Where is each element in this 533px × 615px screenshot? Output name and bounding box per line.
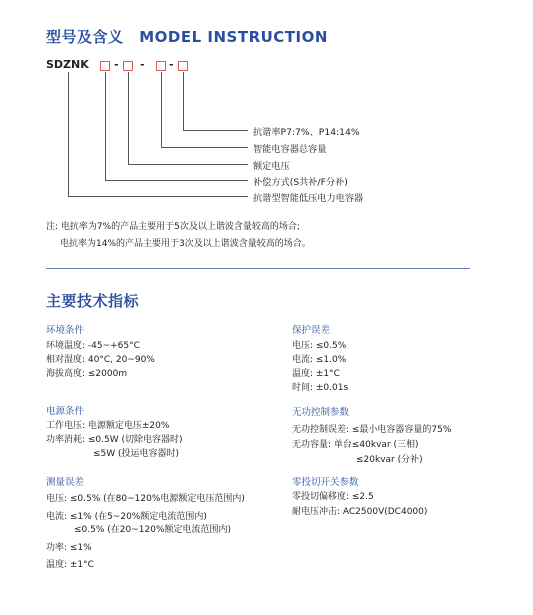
legend-rated-voltage: 额定电压: [253, 161, 290, 172]
connector-h-4: [105, 180, 248, 181]
connector-h-5: [68, 196, 248, 197]
connector-h-1: [183, 130, 248, 131]
env-title: 环境条件: [46, 325, 85, 336]
connector-v-3: [128, 72, 129, 165]
protect-line: 电流: ≤1.0%: [292, 355, 347, 365]
switch-line: 零投切偏移度: ≤2.5: [292, 492, 374, 502]
code-box-1: [100, 61, 110, 71]
code-box-4: [178, 61, 188, 71]
reactive-line: 无功容量: 单台≤40kvar (三相): [292, 440, 419, 450]
legend-product-type: 抗谐型智能低压电力电容器: [253, 193, 364, 204]
note-line-2: 电抗率为14%的产品主要用于3次及以上谐波含量较高的场合。: [60, 239, 311, 249]
switch-line: 耐电压冲击: AC2500V(DC4000): [292, 507, 428, 517]
measure-line: 电压: ≤0.5% (在80~120%电源额定电压范围内): [46, 494, 245, 504]
reactive-line: ≤20kvar (分补): [356, 455, 423, 465]
dash-1: -: [114, 58, 119, 71]
measure-title: 测量误差: [46, 477, 85, 488]
reactive-line: 无功控制误差: ≤最小电容器容量的75%: [292, 425, 452, 435]
connector-v-2: [161, 72, 162, 148]
connector-v-4: [105, 72, 106, 181]
dash-3: -: [169, 58, 174, 71]
connector-h-3: [128, 164, 248, 165]
code-box-2: [123, 61, 133, 71]
dash-2: -: [140, 58, 145, 71]
switch-title: 零投切开关参数: [292, 477, 359, 488]
model-section-title: [46, 26, 328, 47]
protect-line: 温度: ±1°C: [292, 369, 340, 379]
env-line: 环境温度: -45~+65°C: [46, 341, 140, 351]
measure-line: 电流: ≤1% (在5~20%额定电流范围内): [46, 512, 207, 522]
power-line: 功率消耗: ≤0.5W (切除电容器时): [46, 435, 183, 445]
connector-h-2: [161, 147, 248, 148]
spec-section-title: 主要技术指标: [46, 292, 140, 310]
env-line: 海拔高度: ≤2000m: [46, 369, 128, 379]
power-title: 电源条件: [46, 406, 85, 417]
measure-line: 温度: ±1°C: [46, 560, 94, 570]
model-prefix: SDZNK: [46, 58, 89, 71]
legend-total-capacity: 智能电容器总容量: [253, 144, 327, 155]
measure-line: ≤0.5% (在20~120%额定电流范围内): [74, 525, 232, 535]
model-title-cn: 型号及含义: [46, 28, 124, 46]
protect-line: 时间: ±0.01s: [292, 383, 349, 393]
reactive-title: 无功控制参数: [292, 407, 350, 418]
model-title-en: MODEL INSTRUCTION: [139, 28, 328, 46]
measure-line: 功率: ≤1%: [46, 543, 92, 553]
protect-line: 电压: ≤0.5%: [292, 341, 347, 351]
protect-title: 保护误差: [292, 325, 331, 336]
note-line-1: 注: 电抗率为7%的产品主要用于5次及以上谐波含量较高的场合;: [46, 222, 300, 232]
legend-harmonic-rate: 抗谐率P7:7%、P14:14%: [253, 127, 360, 138]
connector-v-5: [68, 72, 69, 197]
env-line: 相对湿度: 40°C, 20~90%: [46, 355, 155, 365]
connector-v-1: [183, 72, 184, 131]
power-line: ≤5W (投运电容器时): [93, 449, 180, 459]
section-divider: [46, 268, 470, 269]
code-box-3: [156, 61, 166, 71]
legend-compensation-mode: 补偿方式(S共补/F分补): [253, 177, 348, 188]
power-line: 工作电压: 电源额定电压±20%: [46, 421, 170, 431]
